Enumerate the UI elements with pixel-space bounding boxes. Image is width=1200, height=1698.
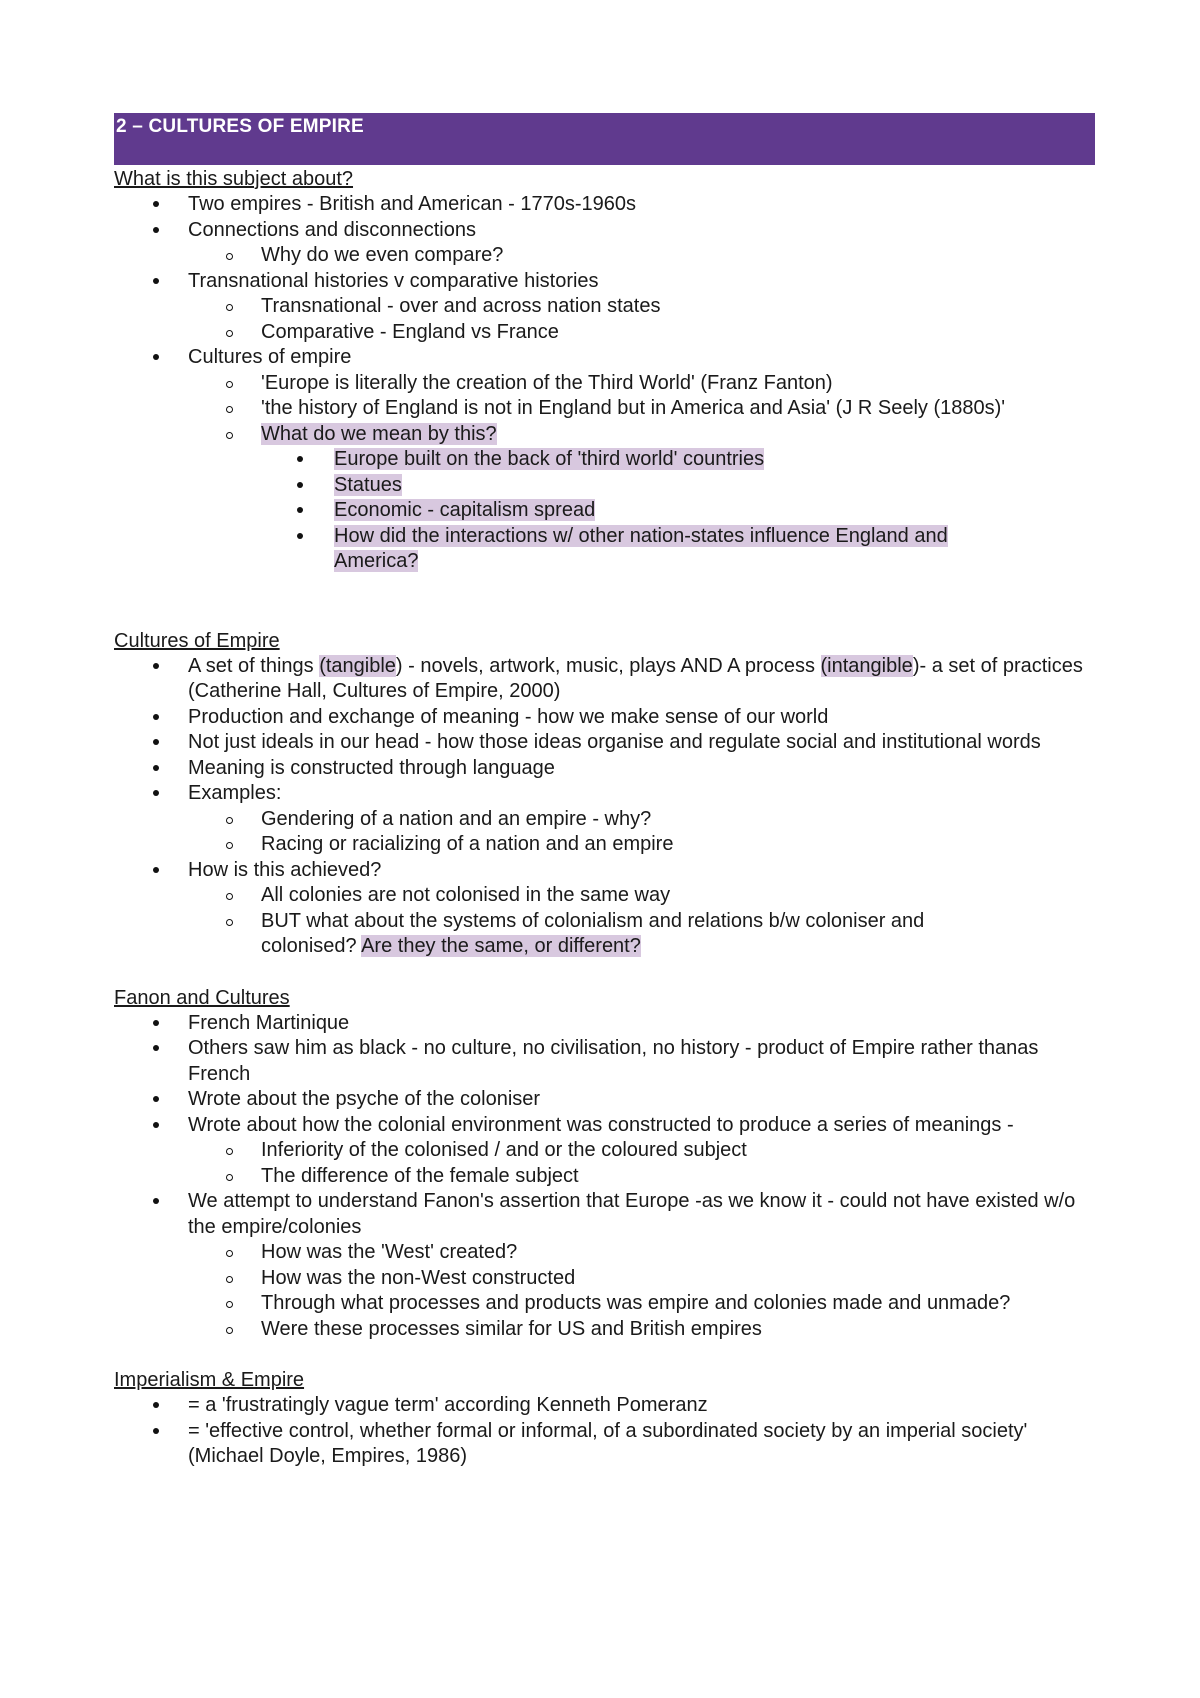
section-cultures-of-empire bbox=[114, 628, 1104, 960]
highlighted-text: What do we mean by this? bbox=[261, 422, 497, 445]
list-item: Wrote about how the colonial environment was constructed to produce a series of meanings - bbox=[114, 1113, 1104, 1139]
highlighted-text: Are they the same, or different? bbox=[361, 935, 641, 957]
list-item bbox=[114, 498, 1104, 524]
highlighted-text: Economic - capitalism spread bbox=[334, 499, 596, 521]
document-body bbox=[114, 166, 1104, 1470]
list-item: The difference of the female subject bbox=[114, 1164, 1104, 1190]
list-item: Gendering of a nation and an empire - why? bbox=[114, 807, 1104, 833]
list-item: Not just ideals in our head - how those ideas organise and regulate social and institutional words bbox=[114, 730, 1104, 756]
list-item: Transnational - over and across nation states bbox=[114, 294, 1104, 320]
list-item: Wrote about the psyche of the coloniser bbox=[114, 1087, 1104, 1113]
list-item bbox=[114, 473, 1104, 499]
list-item: 'Europe is literally the creation of the Third World' (Franz Fanton) bbox=[114, 371, 1104, 397]
list-item: = a 'frustratingly vague term' according Kenneth Pomeranz bbox=[114, 1393, 1104, 1419]
bullet-list bbox=[114, 1393, 1104, 1470]
list-item: Inferiority of the colonised / and or the coloured subject bbox=[114, 1138, 1104, 1164]
title-banner bbox=[114, 113, 1095, 165]
list-item: Why do we even compare? bbox=[114, 243, 1104, 269]
list-item: Transnational histories v comparative histories bbox=[114, 269, 1104, 295]
section-fanon-and-cultures bbox=[114, 985, 1104, 1343]
highlighted-text: Statues bbox=[334, 473, 402, 496]
list-item: Connections and disconnections bbox=[114, 218, 1104, 244]
section-heading: Imperialism & Empire bbox=[114, 1369, 305, 1391]
bullet-list bbox=[114, 192, 1104, 575]
list-item: Racing or racializing of a nation and an empire bbox=[114, 832, 1104, 858]
document-title: 2 – CULTURES OF EMPIRE bbox=[116, 116, 364, 137]
list-item: Through what processes and products was empire and colonies made and unmade? bbox=[114, 1291, 1104, 1317]
highlighted-text: (intangible bbox=[820, 654, 913, 677]
list-item: We attempt to understand Fanon's assertion that Europe -as we know it - could not have existed w/o the empire/colonies bbox=[114, 1189, 1104, 1240]
list-item: BUT what about the systems of colonialism and relations b/w coloniser and colonised? Are they the same, or different? bbox=[114, 909, 1104, 960]
list-item: Were these processes similar for US and British empires bbox=[114, 1317, 1104, 1343]
list-item: A set of things (tangible) - novels, artwork, music, plays AND A process (intangible)- a set of practices (Catherine Hall, Cultures of Empire, 2000) bbox=[114, 654, 1104, 705]
list-item: French Martinique bbox=[114, 1011, 1104, 1037]
list-item: Two empires - British and American - 1770s-1960s bbox=[114, 192, 1104, 218]
list-item: How is this achieved? bbox=[114, 858, 1104, 884]
list-item: Meaning is constructed through language bbox=[114, 756, 1104, 782]
list-item: Cultures of empire bbox=[114, 345, 1104, 371]
section-heading: Fanon and Cultures bbox=[114, 986, 290, 1009]
section-imperialism-and-empire bbox=[114, 1367, 1104, 1470]
list-item: = 'effective control, whether formal or informal, of a subordinated society by an imperial society' (Michael Doyle, Empires, 1986) bbox=[114, 1419, 1104, 1470]
list-item: All colonies are not colonised in the same way bbox=[114, 883, 1104, 909]
highlighted-text: Europe built on the back of 'third world' countries bbox=[334, 448, 765, 470]
list-item: Examples: bbox=[114, 781, 1104, 807]
section-heading: What is this subject about? bbox=[114, 168, 354, 190]
list-item: Comparative - England vs France bbox=[114, 320, 1104, 346]
section-subject-about bbox=[114, 166, 1104, 575]
list-item: Production and exchange of meaning - how we make sense of our world bbox=[114, 705, 1104, 731]
list-item: How was the 'West' created? bbox=[114, 1240, 1104, 1266]
list-item: Others saw him as black - no culture, no civilisation, no history - product of Empire rather thanas French bbox=[114, 1036, 1104, 1087]
highlighted-text: How did the interactions w/ other nation-states influence England and America? bbox=[334, 524, 948, 572]
bullet-list bbox=[114, 1011, 1104, 1343]
list-item bbox=[114, 447, 1104, 473]
list-item: How was the non-West constructed bbox=[114, 1266, 1104, 1292]
bullet-list bbox=[114, 654, 1104, 960]
list-item bbox=[114, 524, 1104, 575]
highlighted-text: (tangible bbox=[319, 654, 396, 677]
section-heading: Cultures of Empire bbox=[114, 629, 280, 652]
list-item: 'the history of England is not in England but in America and Asia' (J R Seely (1880s)' bbox=[114, 396, 1104, 422]
list-item bbox=[114, 422, 1104, 448]
